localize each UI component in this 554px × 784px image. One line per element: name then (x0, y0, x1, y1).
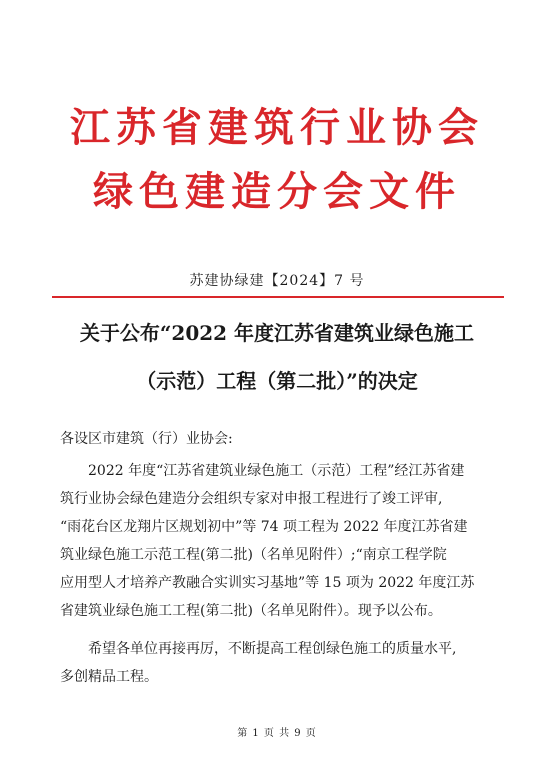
org-title-line2: 绿色建造分会文件 (93, 168, 461, 215)
document-title-line1: 关于公布“2022 年度江苏省建筑业绿色施工 (79, 321, 475, 345)
body-line: 筑行业协会绿色建造分会组织专家对申报工程进行了竣工评审, (60, 491, 443, 507)
body-line: 应用型人才培养产教融合实训实习基地”等 15 项为 2022 年度江苏 (60, 575, 475, 591)
body-line: 筑业绿色施工示范工程(第二批)（名单见附件）;“南京工程学院 (60, 547, 447, 563)
page-indicator: 第 1 页 共 9 页 (237, 728, 317, 739)
body-line: 希望各单位再接再厉，不断提高工程创绿色施工的质量水平, (88, 641, 457, 657)
salutation: 各设区市建筑（行）业协会: (60, 431, 233, 447)
document-number: 苏建协绿建【2024】7 号 (189, 273, 365, 289)
red-divider (52, 296, 504, 298)
body-line: “雨花台区龙翔片区规划初中”等 74 项工程为 2022 年度江苏省建 (60, 519, 468, 535)
body-line: 省建筑业绿色施工工程(第二批)（名单见附件）。现予以公布。 (60, 603, 442, 619)
body-line: 多创精品工程。 (60, 669, 158, 685)
document-title-line2: （示范）工程（第二批）”的决定 (136, 369, 418, 393)
org-title-line1: 江苏省建筑行业协会 (70, 104, 484, 151)
body-line: 2022 年度“江苏省建筑业绿色施工（示范）工程”经江苏省建 (88, 463, 465, 479)
